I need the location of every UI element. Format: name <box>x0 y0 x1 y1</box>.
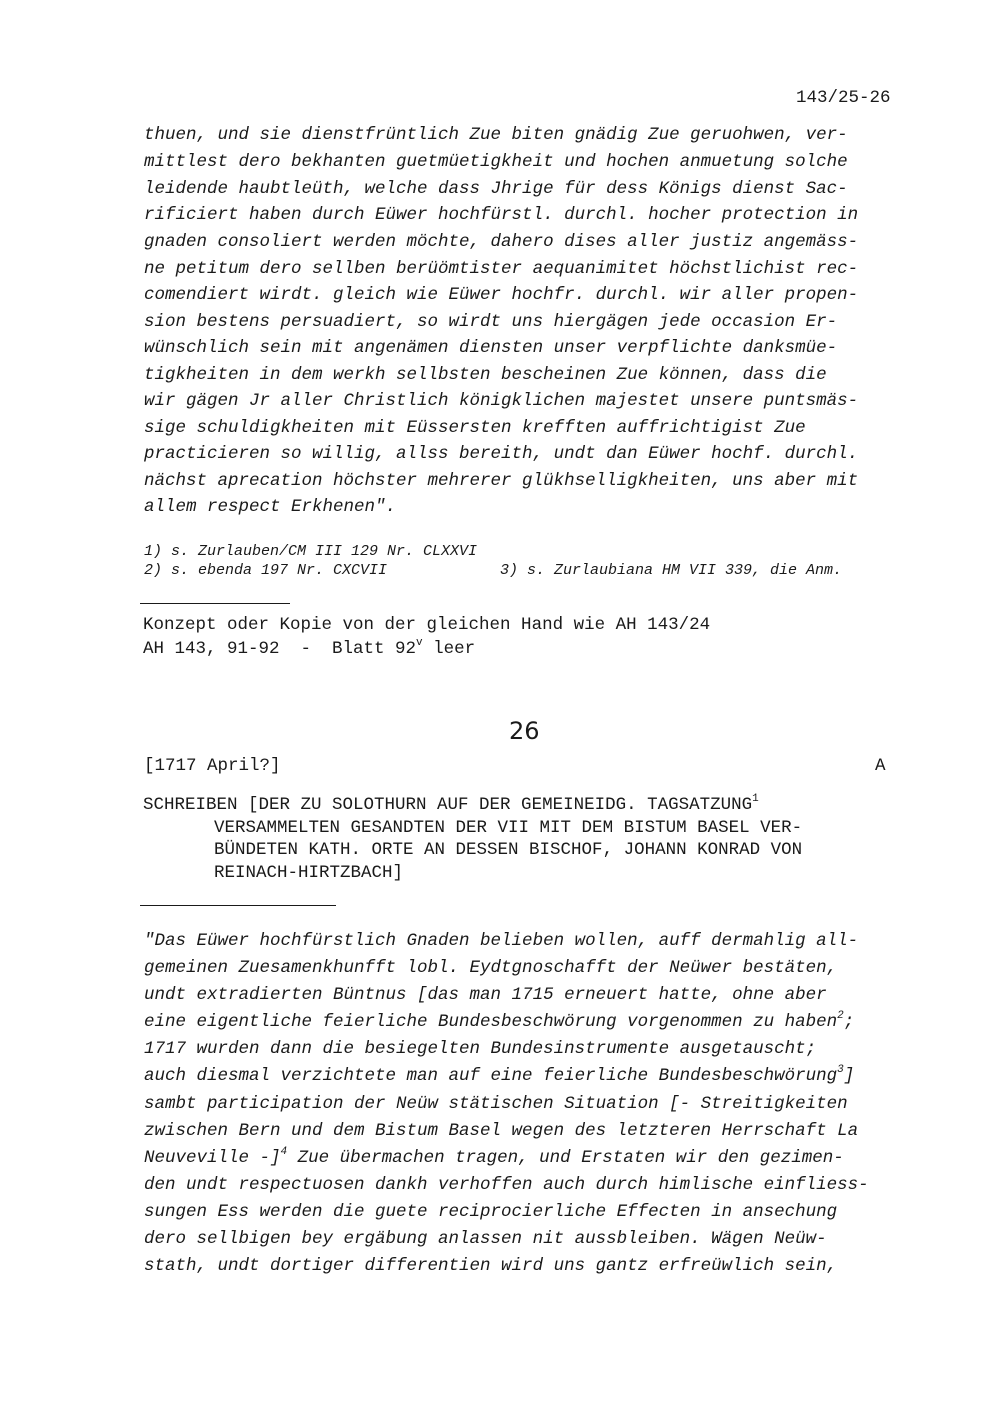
editorial-note-line-1: Konzept oder Kopie von der gleichen Hand wie AH 143/24 <box>143 615 711 635</box>
text-line: leidende haubtleüth, welche dass Jhrige für dess Königs dienst Sac- <box>144 179 848 199</box>
text-line: wünschlich sein mit angenämen diensten unser verpflichte danksmüe- <box>144 338 838 358</box>
heading-footnote-ref: 1 <box>752 793 759 806</box>
text-line: ne petitum dero sellben berüömtister aequanimitet höchstlichist rec- <box>144 259 859 279</box>
text-line: den undt respectuosen dankh verhoffen auch durch himlische einfliess- <box>144 1175 869 1195</box>
text-line: practicieren so willig, allss bereith, undt dan Eüwer hochf. durchl. <box>144 444 859 464</box>
heading-text: SCHREIBEN [DER ZU SOLOTHURN AUF DER GEMEINEIDG. TAGSATZUNG <box>143 795 753 815</box>
heading-line-2: VERSAMMELTEN GESANDTEN DER VII MIT DEM BISTUM BASEL VER- <box>214 818 803 838</box>
text-line: tigkheiten in dem werkh sellbsten bescheinen Zue können, dass die <box>144 365 827 385</box>
text-line: "Das Eüwer hochfürstlich Gnaden belieben wollen, auff dermahlig all- <box>144 931 859 951</box>
text-line: sungen Ess werden die guete reciprocierliche Effecten in ansechung <box>144 1202 838 1222</box>
text-line: undt extradierten Büntnus [das man 1715 erneuert hatte, ohne aber <box>144 985 827 1005</box>
heading-line-3: BÜNDETEN KATH. ORTE AN DESSEN BISCHOF, JOHANN KONRAD VON <box>214 840 803 860</box>
footnote-1: 1) s. Zurlauben/CM III 129 Nr. CLXXVI <box>144 543 478 560</box>
divider-rule <box>140 603 290 604</box>
text-line <box>144 1012 854 1032</box>
document-date: [1717 April?] <box>144 756 281 776</box>
text-line: 1717 wurden dann die besiegelten Bundesinstrumente ausgetauscht; <box>144 1039 817 1059</box>
footnote-3: 3) s. Zurlaubiana HM VII 339, die Anm. <box>500 562 843 579</box>
text-span: ] <box>843 1066 855 1086</box>
footnote-ref: 3 <box>837 1064 844 1077</box>
note-text: AH 143, 91-92 - Blatt 92 <box>143 639 417 659</box>
footnote-ref: 2 <box>837 1010 844 1023</box>
text-line: thuen, und sie dienstfrüntlich Zue biten gnädig Zue geruohwen, ver- <box>144 125 848 145</box>
text-line: sige schuldigkheiten mit Eüssersten krefften auffrichtigist Zue <box>144 418 806 438</box>
text-line: zwischen Bern und dem Bistum Basel wegen des letzteren Herrschaft La <box>144 1121 859 1141</box>
editorial-note-line-2 <box>143 639 475 659</box>
heading-line-4: REINACH-HIRTZBACH] <box>214 863 404 883</box>
text-span: ; <box>843 1012 855 1032</box>
footnote-ref: 4 <box>280 1146 288 1159</box>
text-line: rificiert haben durch Eüwer hochfürstl. durchl. hocher protection in <box>144 205 859 225</box>
text-span: Neuveville -] <box>144 1148 281 1168</box>
text-span: Zue übermachen tragen, und Erstaten wir den gezimen- <box>287 1148 844 1168</box>
text-line: gnaden consoliert werden möchte, dahero dises aller justiz angemäss- <box>144 232 859 252</box>
divider-rule <box>140 905 336 906</box>
footnote-2: 2) s. ebenda 197 Nr. CXCVII <box>144 562 388 579</box>
note-text-end: leer <box>422 639 476 659</box>
text-span: auch diesmal verzichtete man auf eine feierliche Bundesbeschwörung <box>144 1066 838 1086</box>
document-marker: A <box>875 756 886 776</box>
text-line: gemeinen Zuesamenkhunfft lobl. Eydtgnoschafft der Neüwer bestäten, <box>144 958 838 978</box>
heading-line-1 <box>143 795 759 815</box>
text-line <box>144 1066 854 1086</box>
page-reference: 143/25-26 <box>796 88 891 108</box>
text-line: stath, undt dortiger differentien wird uns gantz erfreüwlich sein, <box>144 1256 838 1276</box>
text-line: mittlest dero bekhanten guetmüetigkheit und hochen anmuetung solche <box>144 152 848 172</box>
note-superscript: v <box>416 637 423 650</box>
text-line: allem respect Erkhenen". <box>144 497 397 517</box>
text-line: nächst aprecation höchster mehrerer glükhselligkheiten, uns aber mit <box>144 471 859 491</box>
text-line: wir gägen Jr aller Christlich königklichen majestet unsere puntsmäs- <box>144 391 859 411</box>
text-line: sambt participation der Neüw stätischen Situation [- Streitigkeiten <box>144 1094 848 1114</box>
text-line <box>144 1148 844 1168</box>
text-span: eine eigentliche feierliche Bundesbeschwörung vorgenommen zu haben <box>144 1012 838 1032</box>
text-line: dero sellbigen bey ergäbung anlassen nit aussbleiben. Wägen Neüw- <box>144 1229 827 1249</box>
document-number: 26 <box>509 717 540 745</box>
text-line: sion bestens persuadiert, so wirdt uns hiergägen jede occasion Er- <box>144 312 838 332</box>
text-line: comendiert wirdt. gleich wie Eüwer hochfr. durchl. wir aller propen- <box>144 285 859 305</box>
